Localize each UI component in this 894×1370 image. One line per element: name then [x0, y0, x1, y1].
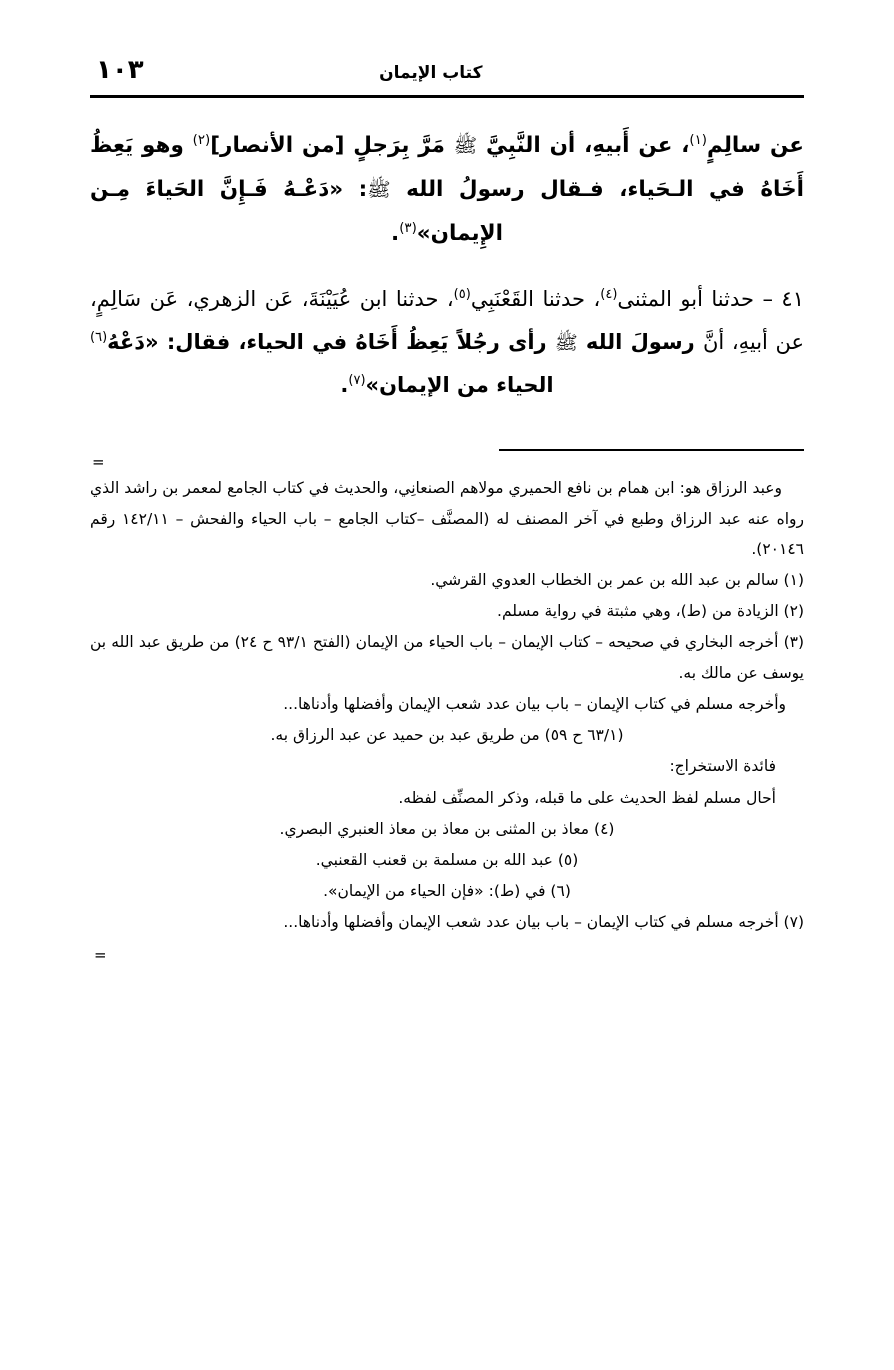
footnote-item: (٤) معاذ بن المثنى بن معاذ بن معاذ العنبري البصري.	[279, 819, 615, 838]
footnote-marker: (٦)	[90, 330, 108, 346]
footnote-separator	[499, 449, 804, 451]
header-divider	[90, 95, 804, 98]
page-header	[90, 55, 804, 91]
continuation-mark-top: =	[92, 453, 105, 472]
sallallahu-glyph: ﷺ	[453, 134, 478, 157]
footnote-marker: (٥)	[453, 287, 471, 303]
footnote-marker: (٤)	[600, 287, 618, 303]
footnote-item: (١) سالم بن عبد الله بن عمر بن الخطاب العدوي القرشي.	[430, 570, 804, 589]
book-title: كتاب الإيمان	[379, 63, 483, 83]
footnote-item: وأخرجه مسلم في كتاب الإيمان – باب بيان عدد شعب الإيمان وأفضلها وأدناها...	[283, 694, 786, 713]
footnote-item: (٣) أخرجه البخاري في صحيحه – كتاب الإيمان – باب الحياء من الإيمان (الفتح ٩٣/١ ح ٢٤) من طريق عبد الله بن يوسف عن مالك به.	[90, 633, 805, 682]
footnote-item: فائدة الاستخراج:	[669, 757, 776, 776]
sallallahu-glyph: ﷺ	[367, 178, 391, 202]
hadith-paragraph-1: عن سالِمٍ$^{(١)}$، عن أَبيهِ، أن النَّبِيَّ ﷺ مَرَّ بِرَجلٍ [من الأنصار]$^{(٢)}$ وهو يَعِظُ أَخَاهُ في الـحَياء، فـقال رسولُ الله ﷺ: «دَعْـهُ فَـإِنَّ الحَياءَ مِـن الإِيمان»$^{(٣)}$.	[90, 132, 804, 247]
continuation-mark-bottom: =	[94, 945, 107, 964]
hadith-paragraph-2: ٤١ – حدثنا أبو المثنى$^{(٤)}$، حدثنا القَعْنَبِي$^{(٥)}$، حدثنا ابن عُيَيْنَةَ، عَن الزهري، عَن سَالِمٍ، عن أبيهِ، أنَّ رسولَ الله ﷺ رأى رجُلاً يَعِظُ أَخَاهُ في الحياء، فقال: «دَعْهُ$^{(٦)}$ الحياء من الإيمان»$^{(٧)}$.	[90, 287, 804, 398]
footnote-item: (٧) أخرجه مسلم في كتاب الإيمان – باب بيان عدد شعب الإيمان وأفضلها وأدناها...	[283, 913, 804, 932]
footnote-item: وعبد الرزاق هو: ابن همام بن نافع الحميري مولاهم الصنعانِي، والحديث في كتاب الجامع لمعمر بن راشد الذي رواه عنه عبد الرزاق وطبع في آخر المصنف له (المصنَّف –كتاب الجامع – باب الحياء والفحش – ١٤٢/١١ رقم ٢٠١٤٦).	[90, 479, 804, 558]
sallallahu-glyph: ﷺ	[554, 332, 578, 355]
page-number: ١٠٣	[96, 55, 144, 85]
footnote-item: (٥) عبد الله بن مسلمة بن قعنب القعنبي.	[315, 850, 579, 869]
footnote-item: (٦٣/١ ح ٥٩) من طريق عبد بن حميد عن عبد الرزاق به.	[270, 726, 624, 745]
footnote-marker: (٢)	[192, 132, 211, 148]
footnote-marker: (١)	[689, 132, 707, 148]
main-text	[90, 124, 804, 407]
footnote-marker: (٧)	[348, 373, 366, 389]
footnote-separator-wrap	[90, 449, 804, 451]
footnotes-block	[90, 473, 804, 937]
footnote-marker: (٣)	[399, 220, 417, 236]
footnote-item: (٦) في (ط): «فإن الحياء من الإيمان».	[323, 882, 571, 901]
hadith-number: ٤١ – حدثنا أبو المثنى$^{(٤)}$، حدثنا القَعْنَبِي$^{(٥)}$، حدثنا ابن عُيَيْنَةَ، عَن الزهري، عَن سَالِمٍ، عن أبيهِ، أنَّ	[90, 287, 804, 355]
footnote-item: (٢) الزيادة من (ط)، وهي مثبتة في رواية مسلم.	[497, 602, 804, 621]
footnote-item: أحال مسلم لفظ الحديث على ما قبله، وذكر المصنِّف لفظه.	[398, 788, 776, 807]
